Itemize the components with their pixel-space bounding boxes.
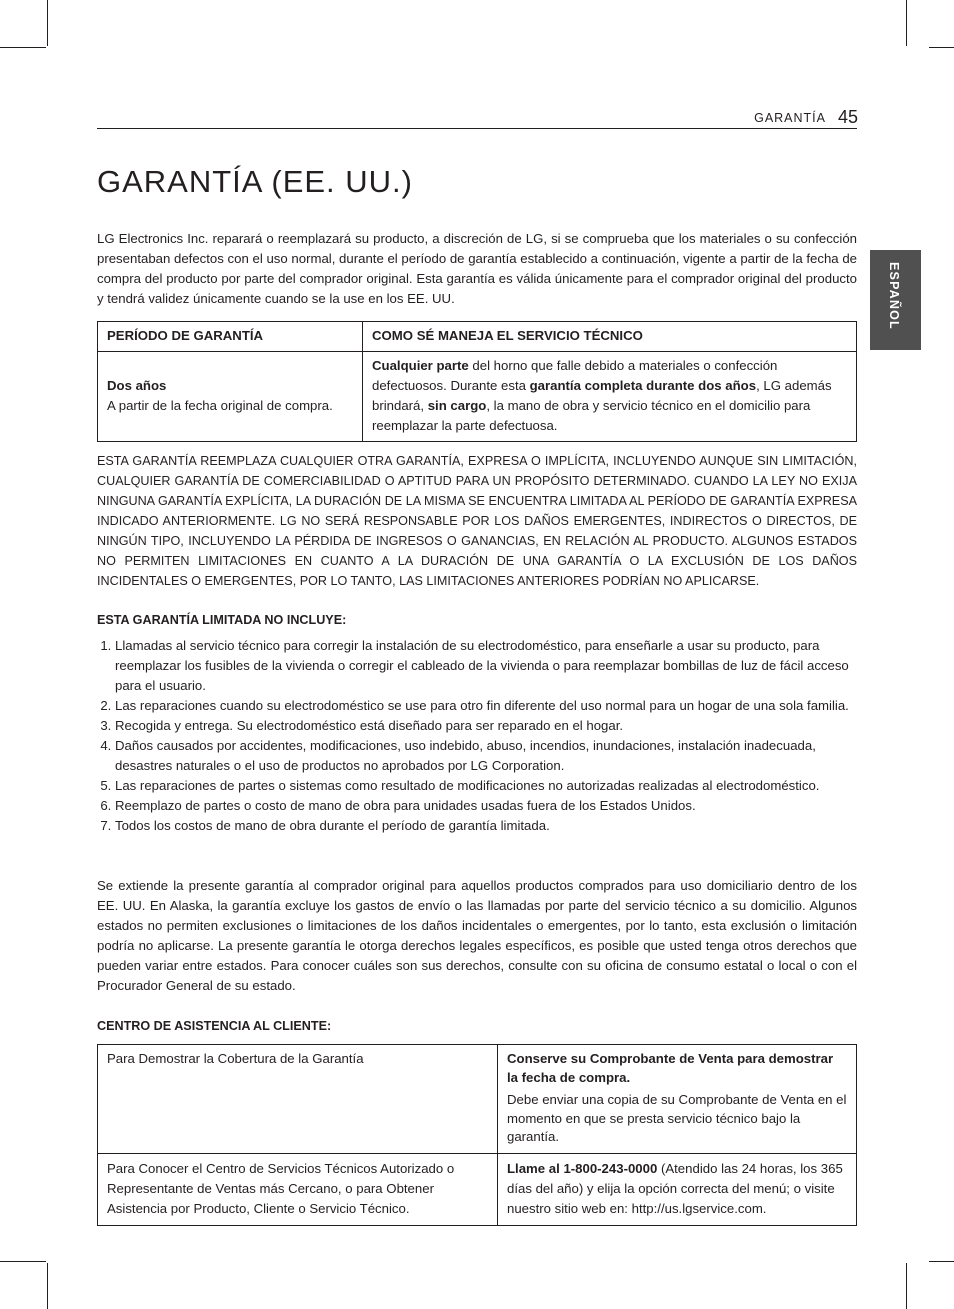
crop-mark bbox=[47, 1263, 48, 1309]
coverage-info-bold: Conserve su Comprobante de Venta para demostrar la fecha de compra. bbox=[507, 1051, 834, 1085]
list-item: 5. Las reparaciones de partes o sistemas como resultado de modificaciones no autorizadas realizadas al electrodoméstico. bbox=[115, 776, 857, 796]
language-tab bbox=[870, 250, 921, 350]
list-item: 1. Llamadas al servicio técnico para corregir la instalación de su electrodoméstico, para enseñarle a usar su producto, para reemplazar los fusibles de la vivienda o corregir el cableado de la vivienda o para reemplazar bombillas de luz de fácil acceso para el usuario. bbox=[115, 636, 857, 696]
customer-center-heading: CENTRO DE ASISTENCIA AL CLIENTE: bbox=[97, 1019, 332, 1033]
language-tab-label: ESPAÑOL bbox=[887, 262, 901, 330]
customer-center-table bbox=[97, 1044, 857, 1226]
phone-number: Llame al 1-800-243-0000 bbox=[507, 1160, 658, 1176]
exclusions-list bbox=[97, 636, 857, 836]
service-center-info-text: (Atendido las 24 horas, los 365 días del año) y elija la opción correcta del menú; o visite nuestro sitio web en: http://us.lgservice.com. bbox=[507, 1160, 843, 1216]
disclaimer-text: ESTA GARANTÍA REEMPLAZA CUALQUIER OTRA GARANTÍA, EXPRESA O IMPLÍCITA, INCLUYENDO AUNQUE SIN LIMITACIÓN, CUALQUIER GARANTÍA DE COMERCIABILIDAD O APTITUD PARA UN PROPÓSITO DETERMINADO. CUANDO LA LEY NO EXIJA NINGUNA GARANTÍA EXPLÍCITA, LA DURACIÓN DE LA MISMA SE ENCUENTRA LIMITADA AL PERÍODO DE GARANTÍA EXPRESA INDICADO ANTERIORMENTE. LG NO SERÁ RESPONSABLE POR LOS DAÑOS EMERGENTES, INDIRECTOS O DIRECTOS, DE NINGÚN TIPO, INCLUYENDO LA PÉRDIDA DE INGRESOS O GANANCIAS, EN RELACIÓN AL PRODUCTO. ALGUNOS ESTADOS NO PERMITEN LIMITACIONES EN CUANTO A LA DURACIÓN DE UNA GARANTÍA O LA EXCLUSIÓN DE LOS DAÑOS INCIDENTALES O EMERGENTES, POR LO TANTO, LAS LIMITACIONES ANTERIORES PODRÍAN NO APLICARSE. bbox=[97, 454, 857, 588]
list-item: 2. Las reparaciones cuando su electrodoméstico se use para otro fin diferente del uso normal para un hogar de una sola familia. bbox=[115, 696, 857, 716]
list-item: 7. Todos los costos de mano de obra durante el período de garantía limitada. bbox=[115, 816, 857, 836]
crop-mark bbox=[929, 1261, 954, 1262]
crop-mark bbox=[929, 47, 954, 48]
crop-mark bbox=[47, 0, 48, 46]
header-rule bbox=[97, 128, 857, 129]
crop-mark bbox=[0, 1261, 46, 1262]
service-header: COMO SÉ MANEJA EL SERVICIO TÉCNICO bbox=[363, 322, 857, 352]
page-number: 45 bbox=[837, 107, 858, 127]
warranty-table-wrapper bbox=[97, 321, 857, 442]
warranty-period-cell bbox=[98, 352, 363, 442]
service-center-info-cell bbox=[498, 1153, 857, 1225]
page-title: GARANTÍA (EE. UU.) bbox=[97, 164, 413, 199]
exclusions-section bbox=[97, 610, 857, 836]
crop-mark bbox=[906, 1263, 907, 1309]
disclaimer-paragraph bbox=[97, 451, 857, 591]
service-bold-2: garantía completa durante dos años bbox=[529, 378, 757, 393]
exclusions-heading: ESTA GARANTÍA LIMITADA NO INCLUYE: bbox=[97, 613, 347, 627]
customer-center-section bbox=[97, 1016, 857, 1226]
warranty-period-desc: A partir de la fecha original de compra. bbox=[107, 398, 333, 413]
section-label: GARANTÍA bbox=[754, 111, 826, 125]
service-center-label-cell: Para Conocer el Centro de Servicios Técnicos Autorizado o Representante de Ventas más Cercano, o para Obtener Asistencia por Producto, Cliente o Servicio Técnico. bbox=[98, 1153, 498, 1225]
warranty-period-header: PERÍODO DE GARANTÍA bbox=[98, 322, 363, 352]
list-item: 6. Reemplazo de partes o costo de mano de obra para unidades usadas fuera de los Estados Unidos. bbox=[115, 796, 857, 816]
list-item: 3. Recogida y entrega. Su electrodoméstico está diseñado para ser reparado en el hogar. bbox=[115, 716, 857, 736]
warranty-table bbox=[97, 321, 857, 442]
warranty-period-title: Dos años bbox=[107, 378, 167, 393]
extension-text: Se extiende la presente garantía al comprador original para aquellos productos comprados para uso domiciliario dentro de los EE. UU. En Alaska, la garantía excluye los gastos de envío o las llamadas por parte del servicio técnico a su domicilio. Algunos estados no permiten exclusiones o limitaciones de los daños incidentales o emergentes, por lo tanto, esta exclusión o limitación podría no aplicarse. La presente garantía le otorga derechos legales específicos, es posible que usted tenga otros derechos que pueden variar entre estados. Para conocer cuáles son sus derechos, consulte con su oficina de consumo estatal o local o con el Procurador General de su estado. bbox=[97, 878, 857, 993]
crop-mark bbox=[0, 47, 46, 48]
service-text-3: , la mano de obra y servicio técnico en el domicilio para reemplazar la parte defectuosa. bbox=[372, 398, 811, 433]
coverage-info-text: Debe enviar una copia de su Comprobante de Venta en el momento en que se presta servicio técnico bajo la garantía. bbox=[507, 1092, 847, 1144]
intro-text: LG Electronics Inc. reparará o reemplazará su producto, a discreción de LG, si se comprueba que los materiales o su confección presentaban defectos con el uso normal, durante el período de garantía establecido a continuación, vigente a partir de la fecha de compra del producto por parte del comprador original. Esta garantía es válida únicamente para el comprador original del producto y tendrá validez únicamente cuando se la use en los EE. UU. bbox=[97, 231, 857, 306]
service-cell bbox=[363, 352, 857, 442]
service-bold-1: Cualquier parte bbox=[372, 358, 469, 373]
coverage-label-cell: Para Demostrar la Cobertura de la Garantía bbox=[98, 1045, 498, 1154]
crop-mark bbox=[906, 0, 907, 46]
list-item: 4. Daños causados por accidentes, modificaciones, uso indebido, abuso, incendios, inundaciones, instalación inadecuada, desastres naturales o el uso de productos no aprobados por LG Corporation. bbox=[115, 736, 857, 776]
service-bold-3: sin cargo bbox=[427, 398, 487, 413]
coverage-info-cell bbox=[498, 1045, 857, 1154]
service-text-1: del horno que falle debido a materiales o confección defectuosos. Durante esta bbox=[372, 358, 778, 393]
service-text-2: , LG además brindará, bbox=[372, 378, 832, 413]
intro-paragraph bbox=[97, 229, 857, 309]
extension-paragraph bbox=[97, 876, 857, 996]
